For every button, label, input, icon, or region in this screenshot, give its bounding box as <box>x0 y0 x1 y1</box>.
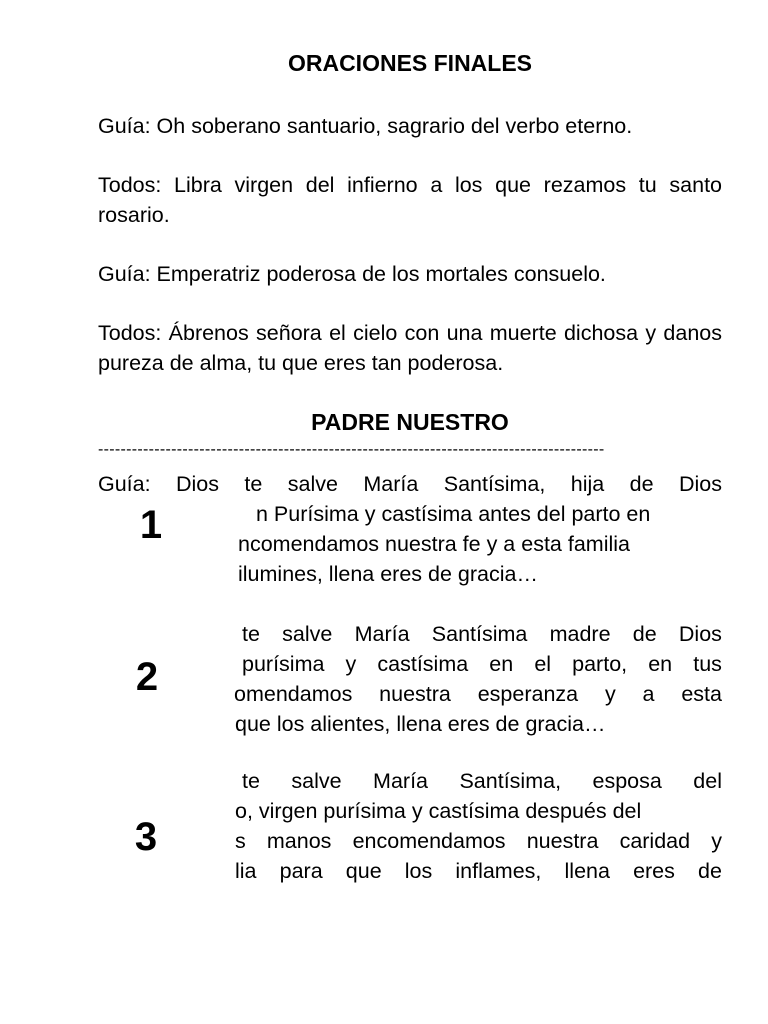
block2-line2: purísima y castísima en el parto, en tus <box>242 652 722 676</box>
block3-line2: o, virgen purísima y castísima después del <box>235 799 642 823</box>
paragraph-todos-1: Todos: Libra virgen del infierno a los que rezamos tu santo rosario. <box>98 173 722 227</box>
paragraph-todos-2: Todos: Ábrenos señora el cielo con una muerte dichosa y danos pureza de alma, tu que eres tan poderosa. <box>98 321 722 375</box>
title-oraciones-finales: ORACIONES FINALES <box>287 50 533 76</box>
block1-line2: n Purísima y castísima antes del parto en <box>256 502 651 526</box>
block3-line3: s manos encomendamos nuestra caridad y <box>235 829 722 853</box>
block2-line1: te salve María Santísima madre de Dios <box>242 622 722 646</box>
paragraph-guia-1: Guía: Oh soberano santuario, sagrario del verbo eterno. <box>98 114 633 138</box>
number-1: 1 <box>139 503 163 547</box>
paragraph-guia-2: Guía: Emperatriz poderosa de los mortales consuelo. <box>98 262 606 286</box>
block3-line1: te salve María Santísima, esposa del <box>242 769 722 793</box>
block1-line3: ncomendamos nuestra fe y a esta familia <box>238 532 630 556</box>
block2-line3: omendamos nuestra esperanza y a esta <box>234 682 722 706</box>
block3-line4: lia para que los inflames, llena eres de <box>235 859 722 883</box>
title-padre-nuestro: PADRE NUESTRO <box>311 409 509 435</box>
block2-line4: que los alientes, llena eres de gracia… <box>235 712 606 736</box>
separator-line: ------------------------------------------------------------------------------------------ <box>98 441 605 458</box>
number-3: 3 <box>134 815 158 859</box>
block1-line4: ilumines, llena eres de gracia… <box>238 562 538 586</box>
number-2: 2 <box>135 655 159 699</box>
block1-line1: Guía: Dios te salve María Santísima, hija de Dios <box>98 472 722 496</box>
